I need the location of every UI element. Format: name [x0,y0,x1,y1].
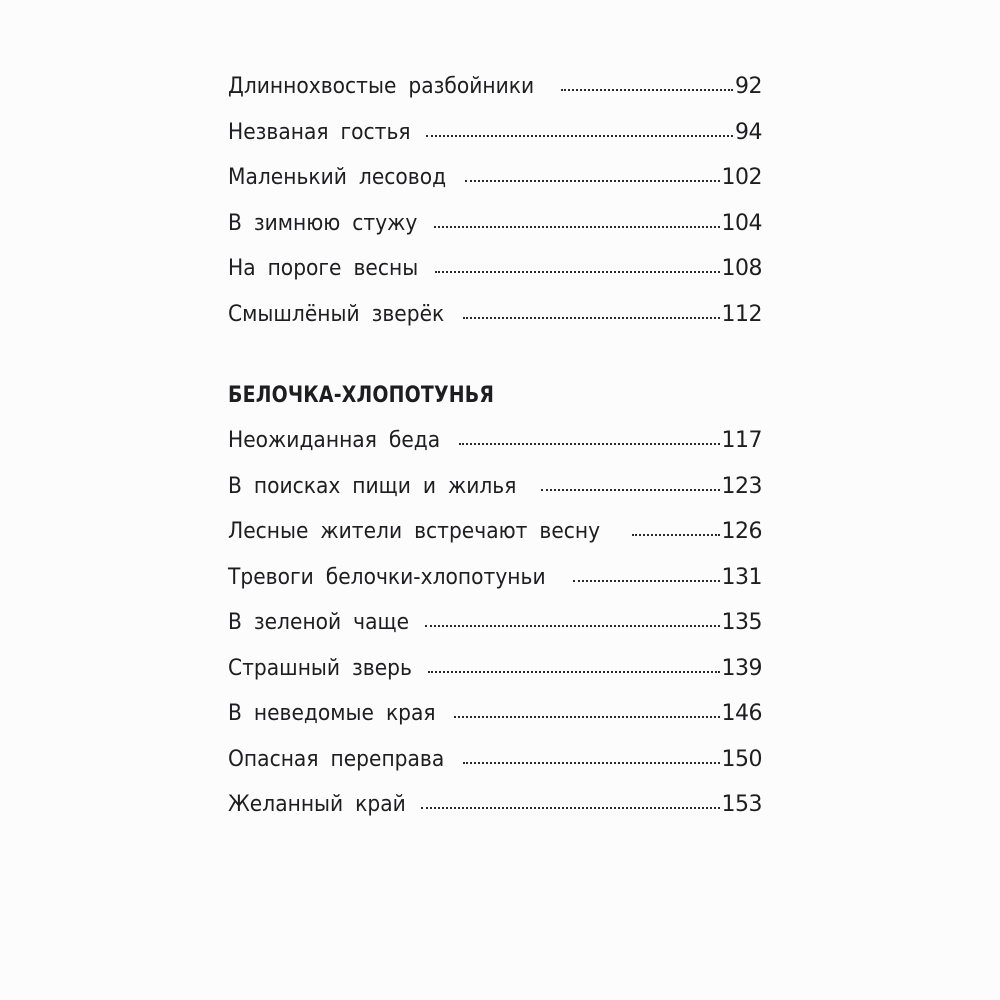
toc-entry-title: В зеленой чаще [228,610,410,635]
toc-entry-page: 94 [735,119,762,145]
toc-entry [228,509,762,555]
toc-entry [228,201,762,247]
toc-entry-page: 123 [721,473,762,499]
toc-entry [228,246,762,292]
toc-entry-page: 112 [721,301,762,327]
toc-entry [228,555,762,601]
toc-entry-page: 150 [721,746,762,772]
section-heading: БЕЛОЧКА-ХЛОПОТУНЬЯ [228,383,495,408]
dot-leader [426,135,733,137]
toc-entry-title: В неведомые края [228,701,436,726]
toc-entry-page: 108 [721,256,762,281]
dot-leader [421,807,719,809]
dot-leader [463,317,719,319]
toc-entry-page: 135 [721,610,762,635]
toc-entry [228,600,762,646]
toc-entry-page: 146 [721,701,762,726]
toc-entry [228,782,762,828]
dot-leader [632,534,719,536]
toc-list-section [228,374,762,828]
toc-entry [228,691,762,737]
dot-leader [428,671,720,673]
toc-entry-page: 92 [735,74,762,99]
toc-entry-title: В поисках пищи и жилья [228,473,517,499]
toc-entry-page: 102 [721,165,762,190]
toc-entry-title: Опасная переправа [228,746,445,772]
toc-entry-title: Тревоги белочки-хлопотуньи [228,564,546,590]
dot-leader [463,762,719,764]
toc-entry [228,64,762,110]
toc-entry-title: На пороге весны [228,256,419,281]
toc-entry-title: Маленький лесовод [228,165,447,190]
toc-entry-page: 104 [721,210,762,236]
toc-entry [228,155,762,201]
dot-leader [435,271,720,273]
toc-entry-page: 139 [721,655,762,681]
dot-leader [434,226,720,228]
toc-entry [228,464,762,510]
toc-entry-page: 131 [721,564,762,590]
toc-entry-title: Лесные жители встречают весну [228,519,601,544]
dot-leader [465,180,719,182]
dot-leader [573,580,719,582]
toc-list-top [228,64,762,337]
toc-entry-page: 117 [721,428,762,453]
toc-entry-title: В зимнюю стужу [228,210,418,236]
toc-entry-title: Незваная гостья [228,119,411,145]
toc-entry [228,737,762,783]
dot-leader [425,625,720,627]
toc-entry [228,292,762,338]
dot-leader [454,716,720,718]
toc-entry-title: Смышлёный зверёк [228,301,445,327]
toc-entry-title: Желанный край [228,792,406,817]
toc-entry [228,110,762,156]
toc-entry [228,646,762,692]
toc-entry [228,418,762,464]
dot-leader [541,489,719,491]
toc-entry-title: Страшный зверь [228,655,412,681]
toc-entry-title: Длиннохвостые разбойники [228,74,535,99]
toc-entry-page: 126 [721,519,762,544]
toc-entry-title: Неожиданная беда [228,428,441,453]
dot-leader [561,89,733,91]
toc-entry-page: 153 [721,792,762,817]
dot-leader [459,443,720,445]
